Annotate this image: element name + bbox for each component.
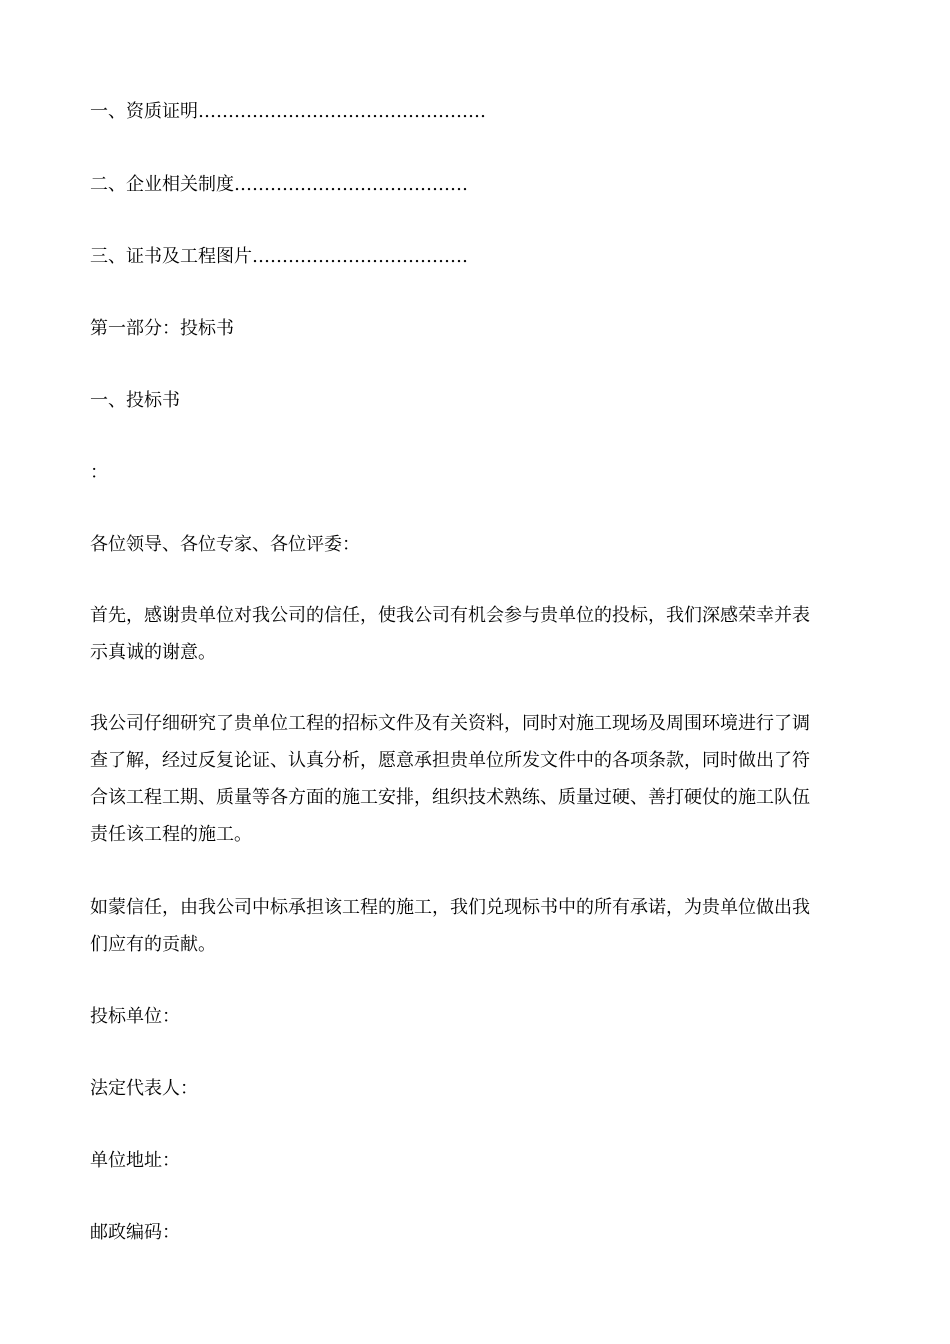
bidder-label: 投标单位：	[90, 1006, 180, 1027]
toc-item-qualification: 一、资质证明…………………………………………	[90, 101, 486, 122]
legal-representative-label: 法定代表人：	[90, 1078, 198, 1099]
part-one-title: 第一部分：投标书	[90, 318, 234, 339]
address-label: 单位地址：	[90, 1150, 180, 1171]
paragraph-thanks	[90, 597, 865, 671]
paragraph-commitment	[90, 705, 865, 853]
toc-item-enterprise-rules: 二、企业相关制度…………………………………	[90, 174, 468, 195]
postal-code-label: 邮政编码：	[90, 1222, 180, 1243]
paragraph-promise	[90, 889, 865, 963]
paragraph-line: 们应有的贡献。	[90, 934, 216, 955]
paragraph-line: 查了解，经过反复论证、认真分析，愿意承担贵单位所发文件中的各项条款，同时做出了符	[90, 750, 810, 771]
addressee-colon: ：	[90, 462, 108, 483]
salutation: 各位领导、各位专家、各位评委：	[90, 534, 360, 555]
paragraph-line: 我公司仔细研究了贵单位工程的招标文件及有关资料，同时对施工现场及周围环境进行了调	[90, 713, 810, 734]
paragraph-line: 示真诚的谢意。	[90, 642, 216, 663]
paragraph-line: 合该工程工期、质量等各方面的施工安排，组织技术熟练、质量过硬、善打硬仗的施工队伍	[90, 787, 810, 808]
paragraph-line: 责任该工程的施工。	[90, 824, 252, 845]
section-heading-bid: 一、投标书	[90, 390, 180, 411]
paragraph-line: 如蒙信任，由我公司中标承担该工程的施工，我们兑现标书中的所有承诺，为贵单位做出我	[90, 897, 810, 918]
paragraph-line: 首先，感谢贵单位对我公司的信任，使我公司有机会参与贵单位的投标，我们深感荣幸并表	[90, 605, 810, 626]
toc-item-certificates-photos: 三、证书及工程图片………………………………	[90, 246, 468, 267]
